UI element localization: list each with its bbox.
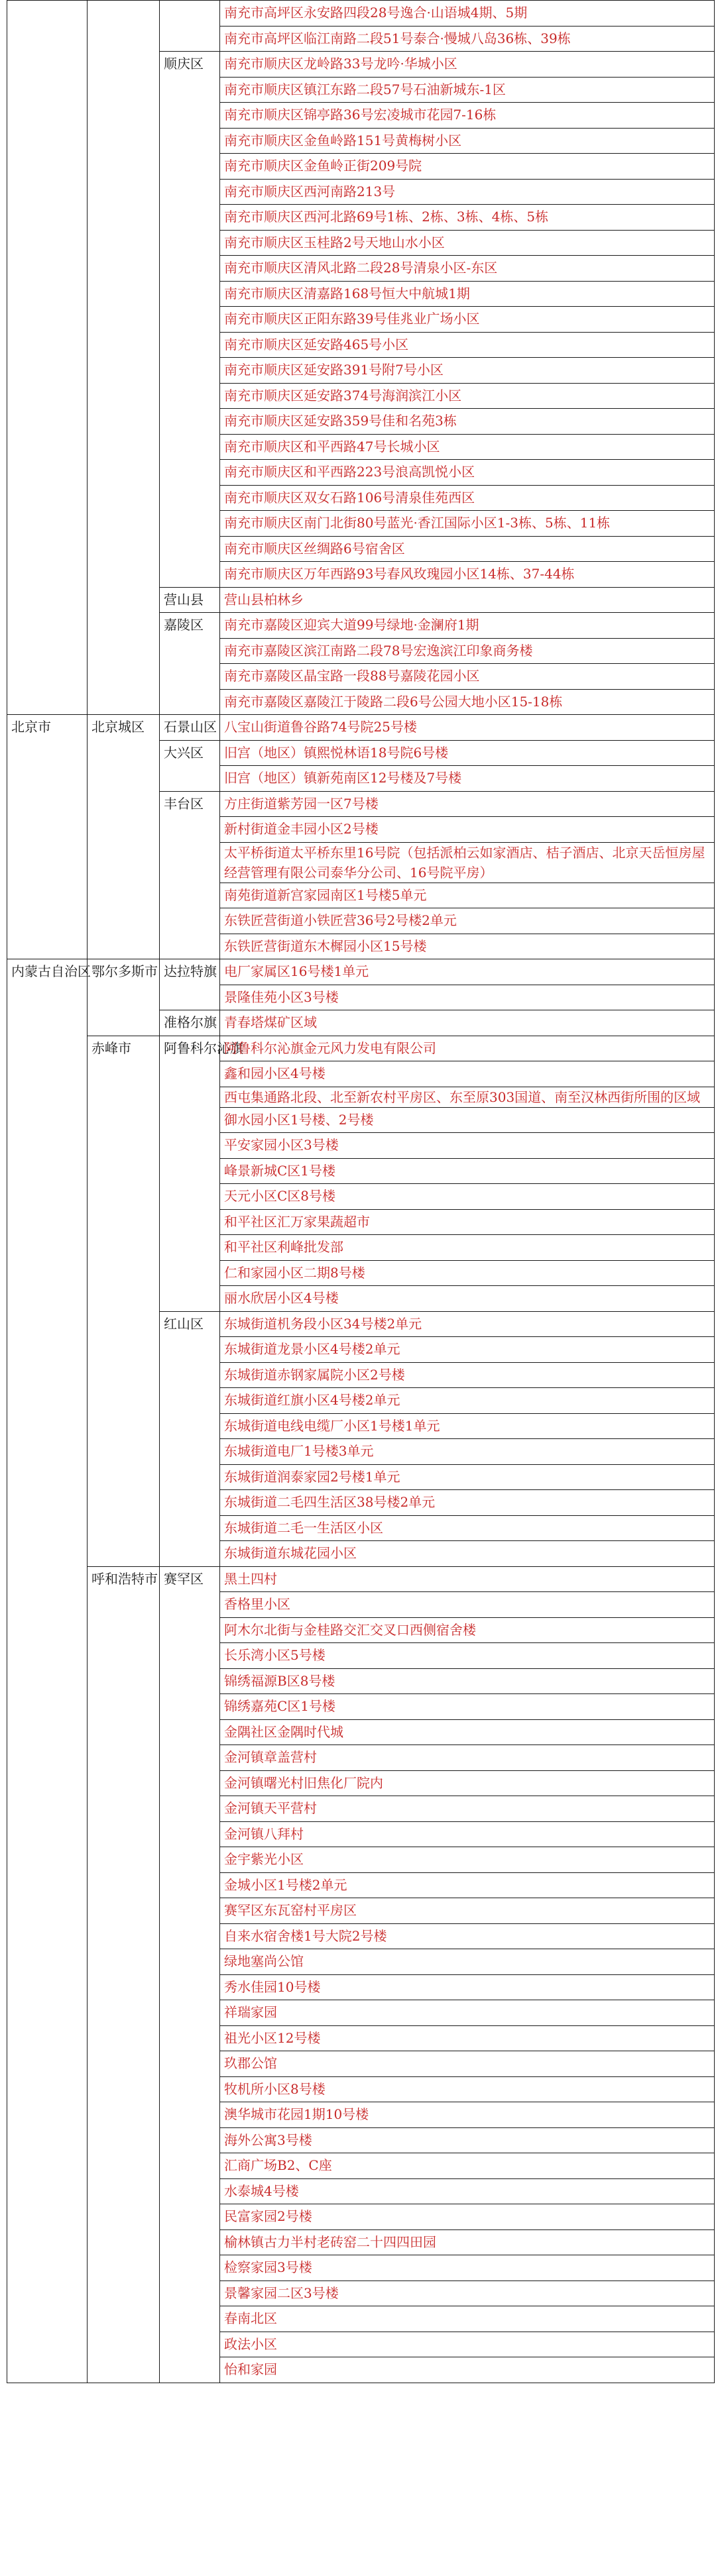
table-row	[7, 1, 715, 27]
address-cell: 水泰城4号楼	[220, 2178, 715, 2204]
address-cell: 八宝山街道鲁谷路74号院25号楼	[220, 715, 715, 741]
district-cell: 阿鲁科尔沁旗	[160, 1036, 220, 1311]
address-cell: 金河镇八拜村	[220, 1821, 715, 1847]
address-cell: 南充市顺庆区和平西路47号长城小区	[220, 434, 715, 460]
address-cell: 香格里小区	[220, 1592, 715, 1618]
address-cell: 南充市顺庆区锦亭路36号宏凌城市花园7-16栋	[220, 103, 715, 129]
table-row	[7, 715, 715, 741]
address-cell: 赛罕区东瓦窑村平房区	[220, 1898, 715, 1924]
address-cell: 怡和家园	[220, 2357, 715, 2383]
address-cell: 南充市嘉陵区嘉陵江于陵路二段6号公园大地小区15-18栋	[220, 689, 715, 715]
district-cell: 赛罕区	[160, 1566, 220, 2383]
address-cell: 东城街道赤钢家属院小区2号楼	[220, 1362, 715, 1388]
district-cell: 大兴区	[160, 740, 220, 791]
address-cell: 御水园小区1号楼、2号楼	[220, 1107, 715, 1133]
address-cell: 东城街道电线电缆厂小区1号楼1单元	[220, 1413, 715, 1439]
address-cell: 南充市顺庆区延安路391号附7号小区	[220, 358, 715, 384]
address-cell: 东城街道润泰家园2号楼1单元	[220, 1464, 715, 1490]
address-cell: 金隅社区金隅时代城	[220, 1719, 715, 1745]
address-cell: 丽水欣居小区4号楼	[220, 1286, 715, 1312]
address-cell: 南充市顺庆区金鱼岭正街209号院	[220, 154, 715, 180]
address-cell: 东城街道龙景小区4号楼2单元	[220, 1337, 715, 1363]
address-cell: 绿地塞尚公馆	[220, 1949, 715, 1975]
district-cell: 红山区	[160, 1311, 220, 1566]
address-cell: 澳华城市花园1期10号楼	[220, 2102, 715, 2128]
address-cell: 金河镇天平营村	[220, 1796, 715, 1822]
address-cell: 南充市嘉陵区迎宾大道99号绿地·金澜府1期	[220, 613, 715, 639]
address-cell: 南充市顺庆区金鱼岭路151号黄梅树小区	[220, 128, 715, 154]
address-cell: 和平社区利峰批发部	[220, 1235, 715, 1261]
address-cell: 金河镇章盖营村	[220, 1745, 715, 1771]
address-cell: 南充市顺庆区延安路374号海润滨江小区	[220, 383, 715, 409]
address-cell: 海外公寓3号楼	[220, 2127, 715, 2153]
address-cell: 东城街道红旗小区4号楼2单元	[220, 1388, 715, 1414]
address-cell: 青春塔煤矿区域	[220, 1010, 715, 1036]
address-cell: 鑫和园小区4号楼	[220, 1061, 715, 1087]
district-cell: 营山县	[160, 587, 220, 613]
address-cell: 天元小区C区8号楼	[220, 1184, 715, 1210]
address-cell: 南充市顺庆区西河北路69号1栋、2栋、3栋、4栋、5栋	[220, 205, 715, 231]
address-cell: 南充市顺庆区万年西路93号春风玫瑰园小区14栋、37-44栋	[220, 562, 715, 588]
district-cell: 顺庆区	[160, 52, 220, 588]
city-cell: 鄂尔多斯市	[88, 959, 160, 1036]
address-cell: 南充市顺庆区丝绸路6号宿舍区	[220, 536, 715, 562]
address-cell: 政法小区	[220, 2332, 715, 2357]
province-cell: 北京市	[7, 715, 88, 959]
district-cell: 达拉特旗	[160, 959, 220, 1010]
address-cell: 长乐湾小区5号楼	[220, 1643, 715, 1669]
address-cell: 玖郡公馆	[220, 2051, 715, 2077]
address-cell: 汇商广场B2、C座	[220, 2153, 715, 2179]
address-cell: 平安家园小区3号楼	[220, 1133, 715, 1159]
district-cell	[160, 1, 220, 52]
address-table-body	[7, 1, 715, 2383]
address-cell: 方庄街道紫芳园一区7号楼	[220, 791, 715, 817]
address-cell: 阿鲁科尔沁旗金元风力发电有限公司	[220, 1036, 715, 1061]
address-cell: 榆林镇古力半村老砖窑二十四四田园	[220, 2229, 715, 2255]
address-cell: 祖光小区12号楼	[220, 2025, 715, 2051]
address-cell: 东铁匠营街道小铁匠营36号2号楼2单元	[220, 908, 715, 934]
address-cell: 牧机所小区8号楼	[220, 2076, 715, 2102]
city-cell: 赤峰市	[88, 1036, 160, 1566]
address-cell: 景隆佳苑小区3号楼	[220, 985, 715, 1010]
district-cell: 嘉陵区	[160, 613, 220, 715]
address-cell: 旧宫（地区）镇新苑南区12号楼及7号楼	[220, 766, 715, 792]
address-cell: 秀水佳园10号楼	[220, 1974, 715, 2000]
address-cell: 东城街道东城花园小区	[220, 1541, 715, 1567]
address-cell: 南充市顺庆区双女石路106号清泉佳苑西区	[220, 485, 715, 511]
address-cell: 南充市顺庆区玉桂路2号天地山水小区	[220, 230, 715, 256]
address-cell: 锦绣嘉苑C区1号楼	[220, 1694, 715, 1720]
city-cell: 北京城区	[88, 715, 160, 959]
address-cell: 仁和家园小区二期8号楼	[220, 1260, 715, 1286]
address-cell: 金宇紫光小区	[220, 1847, 715, 1873]
address-cell: 春南北区	[220, 2306, 715, 2332]
address-cell: 东城街道二毛一生活区小区	[220, 1515, 715, 1541]
address-cell: 东铁匠营街道东木樨园小区15号楼	[220, 934, 715, 959]
address-cell: 电厂家属区16号楼1单元	[220, 959, 715, 985]
address-cell: 新村街道金丰园小区2号楼	[220, 817, 715, 843]
sheet	[7, 0, 716, 2383]
table-row	[7, 1036, 715, 1061]
province-cell: 内蒙古自治区	[7, 959, 88, 2383]
city-cell	[88, 1, 160, 715]
address-cell: 营山县柏林乡	[220, 587, 715, 613]
address-cell: 东城街道机务段小区34号楼2单元	[220, 1311, 715, 1337]
address-cell: 南充市顺庆区西河南路213号	[220, 179, 715, 205]
address-cell: 峰景新城C区1号楼	[220, 1158, 715, 1184]
address-cell: 南充市顺庆区清风北路二段28号清泉小区-东区	[220, 256, 715, 282]
table-row	[7, 959, 715, 985]
address-cell: 太平桥街道太平桥东里16号院（包括派柏云如家酒店、桔子酒店、北京天岳恒房屋经营管理有限公司泰华分公司、16号院平房）	[220, 842, 715, 883]
address-cell: 金河镇曙光村旧焦化厂院内	[220, 1770, 715, 1796]
address-cell: 南充市顺庆区南门北街80号蓝光·香江国际小区1-3栋、5栋、11栋	[220, 511, 715, 537]
address-table	[7, 0, 715, 2383]
address-cell: 阿木尔北街与金桂路交汇交叉口西侧宿舍楼	[220, 1617, 715, 1643]
district-cell: 准格尔旗	[160, 1010, 220, 1036]
address-cell: 检察家园3号楼	[220, 2255, 715, 2281]
address-cell: 金城小区1号楼2单元	[220, 1872, 715, 1898]
address-cell: 景馨家园二区3号楼	[220, 2281, 715, 2306]
table-row	[7, 1566, 715, 1592]
address-cell: 南充市顺庆区龙岭路33号龙吟·华城小区	[220, 52, 715, 78]
address-cell: 祥瑞家园	[220, 2000, 715, 2026]
province-cell	[7, 1, 88, 715]
address-cell: 西屯集通路北段、北至新农村平房区、东至原303国道、南至汉林西街所围的区域	[220, 1087, 715, 1107]
city-cell: 呼和浩特市	[88, 1566, 160, 2383]
address-cell: 和平社区汇万家果蔬超市	[220, 1209, 715, 1235]
address-cell: 东城街道二毛四生活区38号楼2单元	[220, 1490, 715, 1516]
address-cell: 南充市顺庆区和平西路223号浪高凯悦小区	[220, 460, 715, 486]
address-cell: 南充市嘉陵区晶宝路一段88号嘉陵花园小区	[220, 664, 715, 690]
address-cell: 南充市顺庆区延安路359号佳和名苑3栋	[220, 409, 715, 435]
address-cell: 南充市高坪区永安路四段28号逸合·山语城4期、5期	[220, 1, 715, 27]
address-cell: 南充市顺庆区延安路465号小区	[220, 332, 715, 358]
address-cell: 南充市顺庆区镇江东路二段57号石油新城东-1区	[220, 77, 715, 103]
address-cell: 锦绣福源B区8号楼	[220, 1668, 715, 1694]
address-cell: 南充市顺庆区正阳东路39号佳兆业广场小区	[220, 307, 715, 333]
address-cell: 东城街道电厂1号楼3单元	[220, 1439, 715, 1465]
address-cell: 民富家园2号楼	[220, 2204, 715, 2230]
district-cell: 石景山区	[160, 715, 220, 741]
address-cell: 南充市高坪区临江南路二段51号泰合·慢城八岛36栋、39栋	[220, 26, 715, 52]
address-cell: 南充市顺庆区清嘉路168号恒大中航城1期	[220, 281, 715, 307]
address-cell: 南充市嘉陵区滨江南路二段78号宏逸滨江印象商务楼	[220, 638, 715, 664]
address-cell: 自来水宿舍楼1号大院2号楼	[220, 1923, 715, 1949]
address-cell: 黑土四村	[220, 1566, 715, 1592]
address-cell: 旧宫（地区）镇熙悦林语18号院6号楼	[220, 740, 715, 766]
address-cell: 南苑街道新宫家园南区1号楼5单元	[220, 883, 715, 908]
district-cell: 丰台区	[160, 791, 220, 959]
